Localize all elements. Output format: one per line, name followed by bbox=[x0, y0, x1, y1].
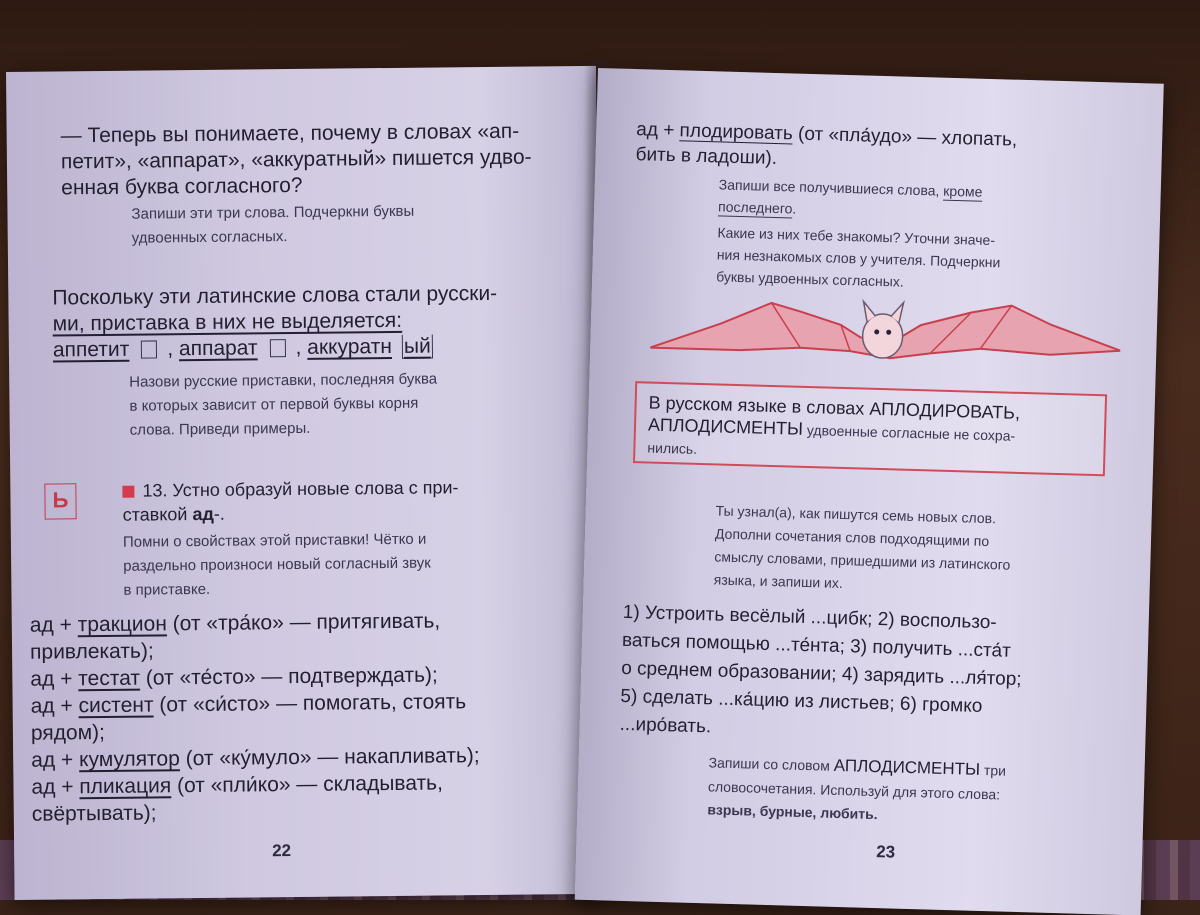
page-number: 23 bbox=[875, 842, 896, 862]
intro-line: енная буква согласного? bbox=[61, 173, 303, 200]
ending-box: ый bbox=[402, 335, 433, 359]
page-number: 22 bbox=[272, 841, 292, 861]
intro-line: — Теперь вы понимаете, почему в словах «ап- bbox=[60, 119, 520, 148]
task-applause: Запиши со словом АПЛОДИСМЕНТЫ три словосочетания. Используй для этого слова: взрыв, бурные, любить. bbox=[707, 749, 1006, 829]
task-line: словосочетания. Используй для этого слова: bbox=[707, 778, 1001, 803]
word-example: аккуратн ый bbox=[307, 334, 443, 358]
right-page bbox=[575, 68, 1164, 915]
prefix-ad: ад bbox=[192, 503, 214, 525]
top-item: ад + плодировать (от «пла́удо» — хлопать, бить в ладоши). bbox=[635, 119, 1018, 170]
tip-line: в приставке. bbox=[123, 580, 211, 599]
rule-box bbox=[633, 381, 1107, 476]
task-line: Какие из них тебе знакомы? Уточни значе- bbox=[717, 224, 996, 249]
exercise-number: 13. bbox=[142, 480, 168, 501]
fill-line: 1) Устроить весёлый ...цибк; 2) воспользо- bbox=[622, 601, 997, 634]
fill-line: 5) сделать ...ка́цию из листьев; 6) громко bbox=[620, 685, 983, 717]
task-line: слова. Приведи примеры. bbox=[129, 419, 311, 439]
fill-line: ваться помощью ...те́нта; 3) получить ...ста́т bbox=[621, 629, 1012, 662]
task-line: Дополни сочетания слов подходящими по bbox=[714, 525, 990, 550]
task-meanings bbox=[716, 221, 1001, 295]
word-examples: аппетит , аппарат , аккуратн ый bbox=[53, 333, 453, 363]
exercise-13-title bbox=[122, 475, 459, 527]
item-line: ад + тестат (от «те́сто» — подтверждать); bbox=[30, 663, 438, 691]
item-line: ад + тракцион (от «тра́ко» — притягивать, bbox=[29, 609, 441, 637]
letter-marker-icon: Ь bbox=[44, 483, 76, 519]
task-line: Ты узнал(а), как пишутся семь новых слов. bbox=[715, 502, 997, 527]
exercise-title: -. bbox=[213, 503, 225, 524]
rule-line: АПЛОДИСМЕНТЫ удвоенные согласные не сохра- bbox=[647, 414, 1016, 444]
task-line: в которых зависит от первой буквы корня bbox=[129, 394, 419, 415]
task-line: Назови русские приставки, последняя буква bbox=[129, 370, 438, 391]
item-line: привлекать); bbox=[29, 639, 154, 664]
item-line: ад + кумулятор (от «ку́муло» — накапливать); bbox=[31, 744, 480, 772]
rule-line: нились. bbox=[647, 439, 698, 457]
task-line: языка, и запиши их. bbox=[713, 571, 843, 592]
item-line: свёртывать); bbox=[31, 801, 157, 826]
task-words: взрыв, бурные, любить. bbox=[707, 801, 878, 823]
word-example: аппарат bbox=[179, 336, 286, 360]
exercise-items bbox=[30, 607, 481, 828]
task-line: буквы удвоенных согласных. bbox=[716, 268, 904, 290]
task-name-prefixes bbox=[129, 368, 438, 443]
tip-line: Помни о свойствах этой приставки! Чётко и bbox=[122, 530, 427, 551]
box-icon bbox=[269, 340, 285, 358]
task-line: удвоенных согласных. bbox=[131, 228, 288, 247]
fill-line: о среднем образовании; 4) зарядить ...ля́тор; bbox=[620, 657, 1022, 691]
fill-line: ...иро́вать. bbox=[619, 713, 712, 738]
intro-line: петит», «аппарат», «аккуратный» пишется удво- bbox=[60, 145, 532, 174]
task-line: Запиши эти три слова. Подчеркни буквы bbox=[131, 202, 415, 223]
rule-line: В русском языке в словах АПЛОДИРОВАТЬ, bbox=[648, 392, 1021, 423]
para-line: Поскольку эти латинские слова стали русски- bbox=[52, 281, 498, 310]
tip-text bbox=[123, 528, 431, 603]
exercise-title: Устно образуй новые слова с при- bbox=[172, 477, 459, 501]
para-line: ми, приставка в них не выделяется: bbox=[52, 308, 403, 336]
exercise-title: ставкой bbox=[122, 504, 188, 525]
tip-line: раздельно произноси новый согласный звук bbox=[123, 554, 431, 575]
task-write-words bbox=[131, 200, 414, 251]
latin-paragraph bbox=[52, 281, 497, 338]
task-fill-in bbox=[713, 499, 1011, 599]
word-example: аппетит bbox=[53, 337, 158, 361]
left-page bbox=[6, 66, 605, 900]
task-write-all: Запиши все получившиеся слова, кроме последнего. bbox=[717, 176, 983, 217]
fill-in-items bbox=[619, 599, 1023, 750]
bat-illustration-icon bbox=[650, 292, 1122, 383]
item-line: ад + систент (от «си́сто» — помогать, стоять bbox=[30, 690, 467, 718]
task-line: смыслу словами, пришедшими из латинского bbox=[714, 548, 1011, 573]
task-line: ния незнакомых слов у учителя. Подчеркни bbox=[716, 246, 1001, 271]
intro-text bbox=[61, 119, 532, 202]
item-line: ад + пликация (от «пли́ко» — складывать, bbox=[31, 771, 444, 799]
red-square-icon bbox=[122, 486, 134, 498]
item-line: рядом); bbox=[30, 721, 106, 745]
box-icon bbox=[141, 341, 157, 359]
